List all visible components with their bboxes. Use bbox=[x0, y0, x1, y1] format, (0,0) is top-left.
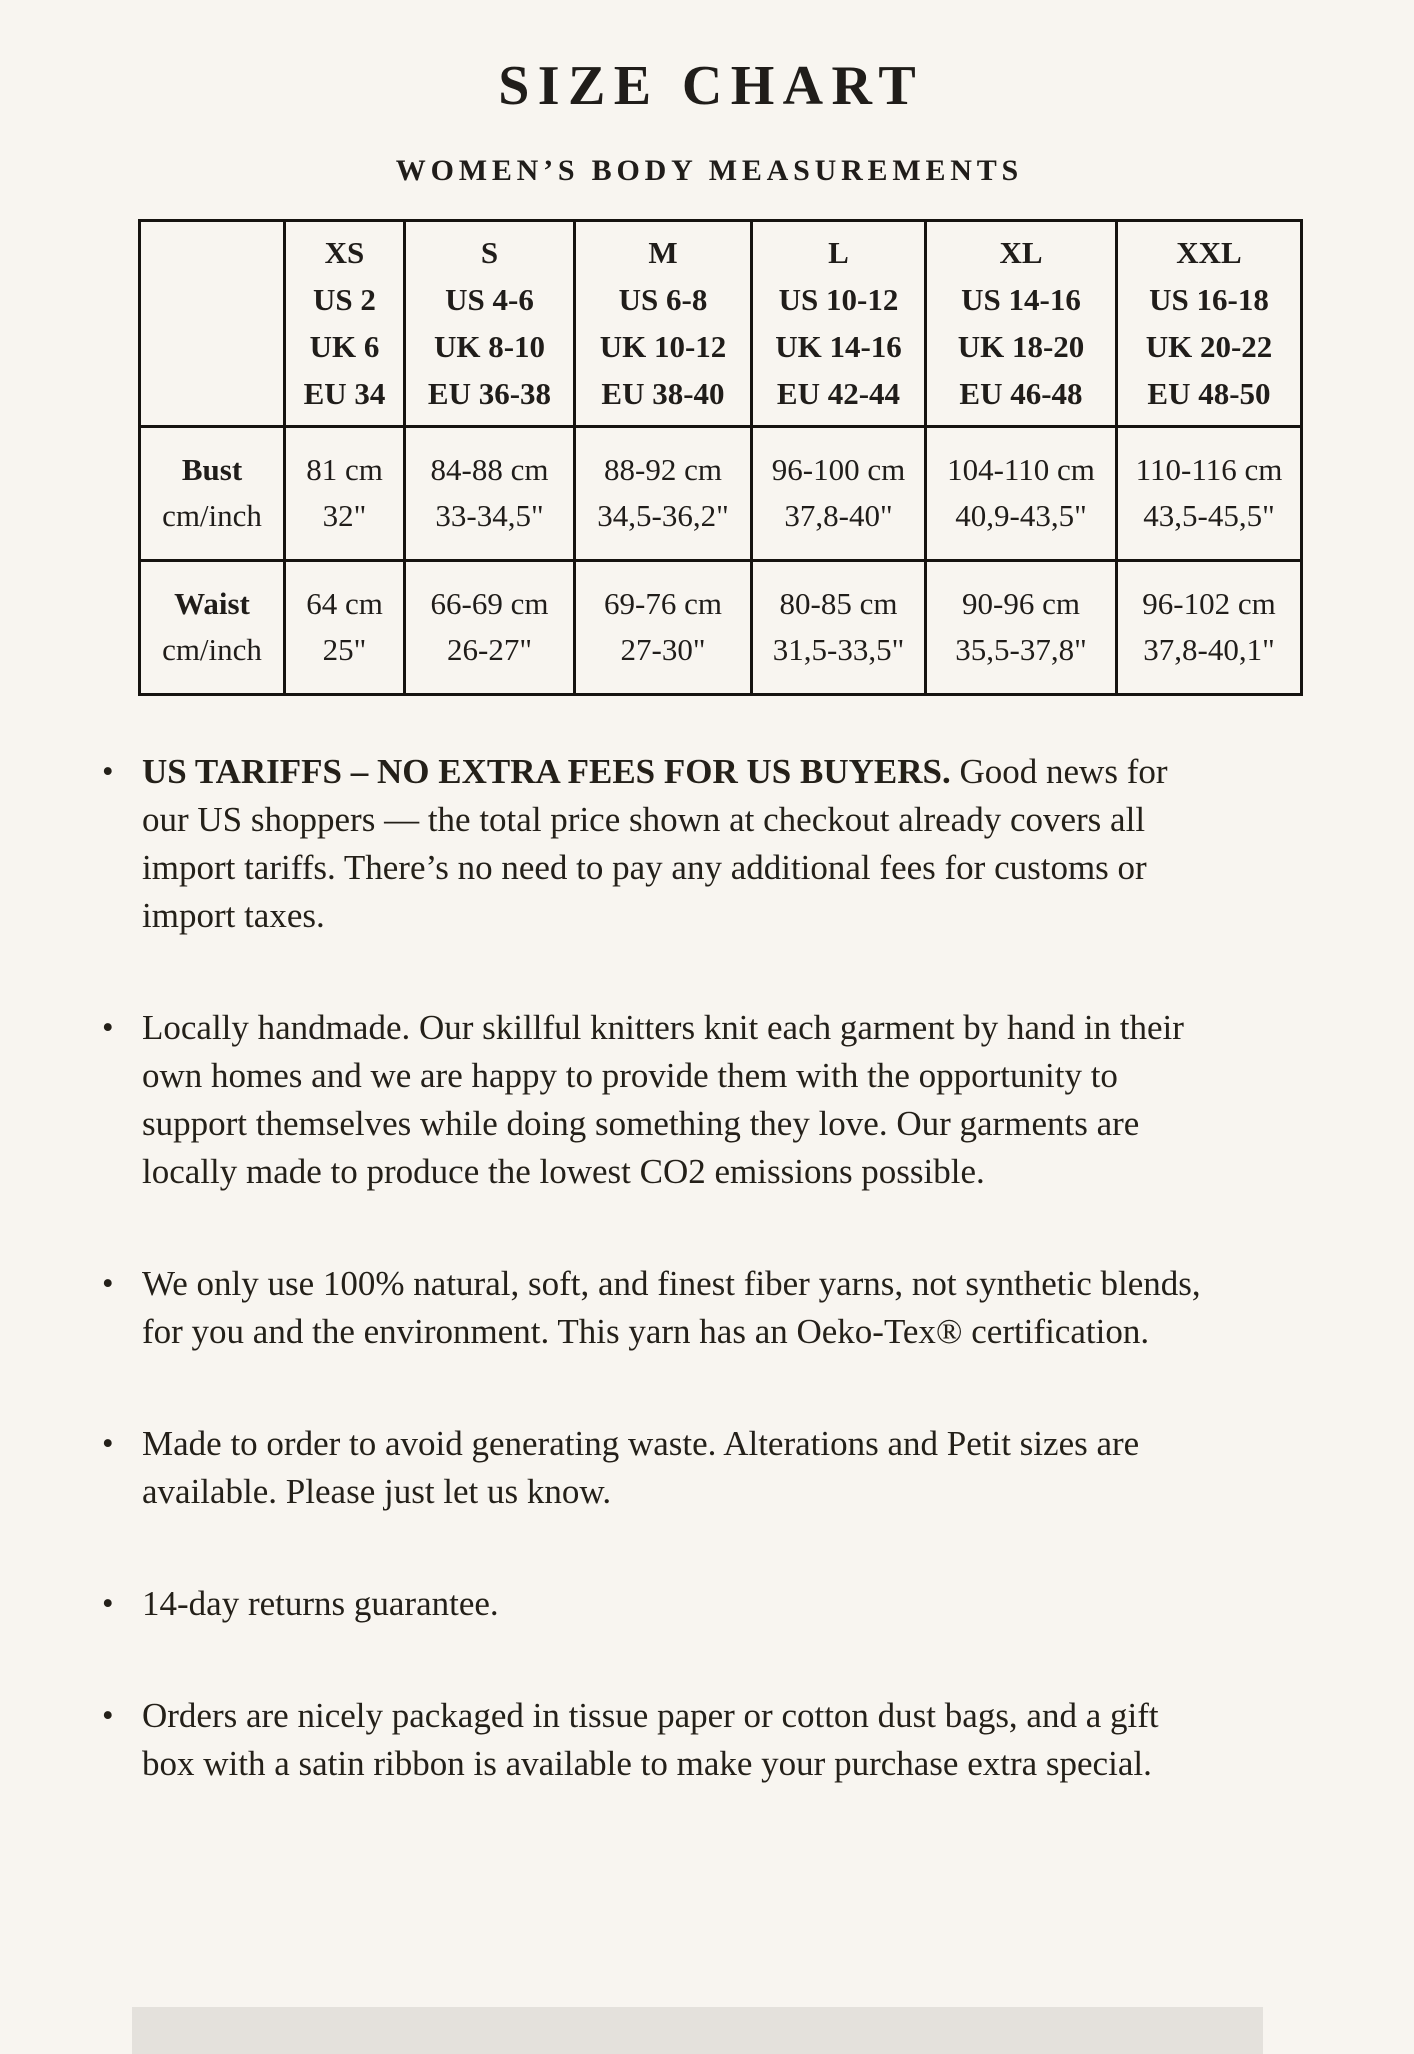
value-inch: 25" bbox=[322, 632, 367, 668]
measurement-unit: cm/inch bbox=[162, 498, 262, 534]
size-uk: UK 8-10 bbox=[433, 329, 546, 365]
size-name: M bbox=[648, 235, 678, 271]
waist-cell-m bbox=[575, 560, 752, 694]
size-name: L bbox=[828, 235, 849, 271]
size-chart-page bbox=[0, 54, 1414, 1788]
bust-cell-xl bbox=[926, 426, 1117, 560]
size-name: S bbox=[480, 235, 499, 271]
value-cm: 84-88 cm bbox=[430, 452, 549, 488]
bullet-icon: • bbox=[102, 1009, 114, 1046]
value-inch: 43,5-45,5" bbox=[1143, 498, 1275, 534]
value-cm: 80-85 cm bbox=[779, 586, 898, 622]
list-item-text: Locally handmade. Our skillful knitters knit each garment by hand in their own homes and we are happy to provide them with the opportunity to support themselves while doing something they love. Our garments are locally made to produce the lowest CO2 emissions possible. bbox=[142, 1007, 1184, 1191]
list-item-returns bbox=[0, 1580, 1414, 1628]
waist-cell-xxl bbox=[1117, 560, 1302, 694]
value-cm: 96-100 cm bbox=[771, 452, 906, 488]
value-cm: 90-96 cm bbox=[962, 586, 1080, 622]
value-cm: 104-110 cm bbox=[947, 452, 1095, 488]
size-uk: UK 20-22 bbox=[1145, 329, 1273, 365]
list-item-made-to-order bbox=[0, 1420, 1414, 1516]
table-corner-cell bbox=[140, 220, 285, 426]
size-eu: EU 46-48 bbox=[959, 376, 1083, 412]
size-uk: UK 14-16 bbox=[775, 329, 902, 365]
value-inch: 31,5-33,5" bbox=[772, 632, 905, 668]
size-uk: UK 18-20 bbox=[957, 329, 1085, 365]
size-us: US 16-18 bbox=[1149, 282, 1269, 318]
size-name: XXL bbox=[1176, 235, 1242, 271]
size-eu: EU 42-44 bbox=[776, 376, 901, 412]
list-item-text: We only use 100% natural, soft, and finest fiber yarns, not synthetic blends, for you and the environment. This yarn has an Oeko-Tex® certification. bbox=[142, 1263, 1201, 1351]
value-inch: 33-34,5" bbox=[435, 498, 544, 534]
list-item-locally-handmade bbox=[0, 1004, 1414, 1196]
list-item-bold-lead: US TARIFFS – NO EXTRA FEES FOR US BUYERS. bbox=[142, 751, 951, 791]
size-col-m bbox=[575, 220, 752, 426]
bust-cell-xxl bbox=[1117, 426, 1302, 560]
bullet-icon: • bbox=[102, 1425, 114, 1462]
size-eu: EU 36-38 bbox=[427, 376, 552, 412]
bust-row-label bbox=[140, 426, 285, 560]
value-inch: 37,8-40,1" bbox=[1143, 632, 1275, 668]
list-item-natural-yarns bbox=[0, 1260, 1414, 1356]
page-subtitle: WOMEN’S BODY MEASUREMENTS bbox=[395, 154, 1024, 188]
value-inch: 35,5-37,8" bbox=[955, 632, 1087, 668]
size-col-s bbox=[405, 220, 575, 426]
list-item-us-tariffs bbox=[0, 748, 1414, 940]
waist-row-label bbox=[140, 560, 285, 694]
value-cm: 64 cm bbox=[306, 586, 383, 622]
value-inch: 40,9-43,5" bbox=[955, 498, 1087, 534]
value-cm: 69-76 cm bbox=[604, 586, 722, 622]
bust-cell-l bbox=[752, 426, 926, 560]
size-col-l bbox=[752, 220, 926, 426]
measurement-name: Bust bbox=[181, 452, 243, 488]
size-col-xs bbox=[285, 220, 405, 426]
value-cm: 66-69 cm bbox=[430, 586, 549, 622]
size-uk: UK 6 bbox=[309, 329, 380, 365]
size-eu: EU 38-40 bbox=[601, 376, 725, 412]
footer-bar bbox=[132, 2007, 1263, 2054]
value-inch: 26-27" bbox=[447, 632, 532, 668]
waist-cell-xs bbox=[285, 560, 405, 694]
size-col-xxl bbox=[1117, 220, 1302, 426]
page-title: SIZE CHART bbox=[498, 55, 925, 117]
waist-row bbox=[140, 560, 1302, 694]
value-cm: 110-116 cm bbox=[1135, 452, 1283, 488]
bust-cell-s bbox=[405, 426, 575, 560]
size-us: US 4-6 bbox=[445, 282, 534, 318]
size-name: XL bbox=[999, 235, 1043, 271]
size-us: US 2 bbox=[313, 282, 376, 318]
size-table-header-row bbox=[140, 220, 1302, 426]
bust-row bbox=[140, 426, 1302, 560]
measurement-name: Waist bbox=[174, 586, 250, 622]
product-notes-list bbox=[0, 748, 1414, 1788]
value-inch: 32" bbox=[322, 498, 367, 534]
list-item-text: 14-day returns guarantee. bbox=[142, 1583, 499, 1623]
list-item-text bbox=[142, 748, 1217, 940]
waist-cell-l bbox=[752, 560, 926, 694]
size-us: US 14-16 bbox=[961, 282, 1081, 318]
value-inch: 34,5-36,2" bbox=[597, 498, 729, 534]
waist-cell-xl bbox=[926, 560, 1117, 694]
size-eu: EU 48-50 bbox=[1147, 376, 1271, 412]
list-item-body: Good news for our US shoppers — the total price shown at checkout already covers all import tariffs. There’s no need to pay any additional fees for customs or import taxes. bbox=[142, 751, 1168, 935]
size-name: XS bbox=[324, 235, 365, 271]
measurement-unit: cm/inch bbox=[162, 632, 262, 668]
value-inch: 37,8-40" bbox=[784, 498, 893, 534]
waist-cell-s bbox=[405, 560, 575, 694]
size-table bbox=[138, 219, 1303, 696]
bullet-icon: • bbox=[102, 753, 114, 790]
bullet-icon: • bbox=[102, 1265, 114, 1302]
value-cm: 96-102 cm bbox=[1142, 586, 1276, 622]
size-uk: UK 10-12 bbox=[599, 329, 727, 365]
bullet-icon: • bbox=[102, 1697, 114, 1734]
list-item-text: Made to order to avoid generating waste. Alterations and Petit sizes are available. Please just let us know. bbox=[142, 1423, 1140, 1511]
value-inch: 27-30" bbox=[620, 632, 706, 668]
bullet-icon: • bbox=[102, 1585, 114, 1622]
size-col-xl bbox=[926, 220, 1117, 426]
value-cm: 81 cm bbox=[306, 452, 383, 488]
size-us: US 10-12 bbox=[778, 282, 899, 318]
value-cm: 88-92 cm bbox=[604, 452, 722, 488]
list-item-packaging bbox=[0, 1692, 1414, 1788]
size-eu: EU 34 bbox=[303, 376, 386, 412]
bust-cell-m bbox=[575, 426, 752, 560]
bust-cell-xs bbox=[285, 426, 405, 560]
list-item-text: Orders are nicely packaged in tissue paper or cotton dust bags, and a gift box with a satin ribbon is available to make your purchase extra special. bbox=[142, 1695, 1159, 1783]
size-us: US 6-8 bbox=[618, 282, 708, 318]
